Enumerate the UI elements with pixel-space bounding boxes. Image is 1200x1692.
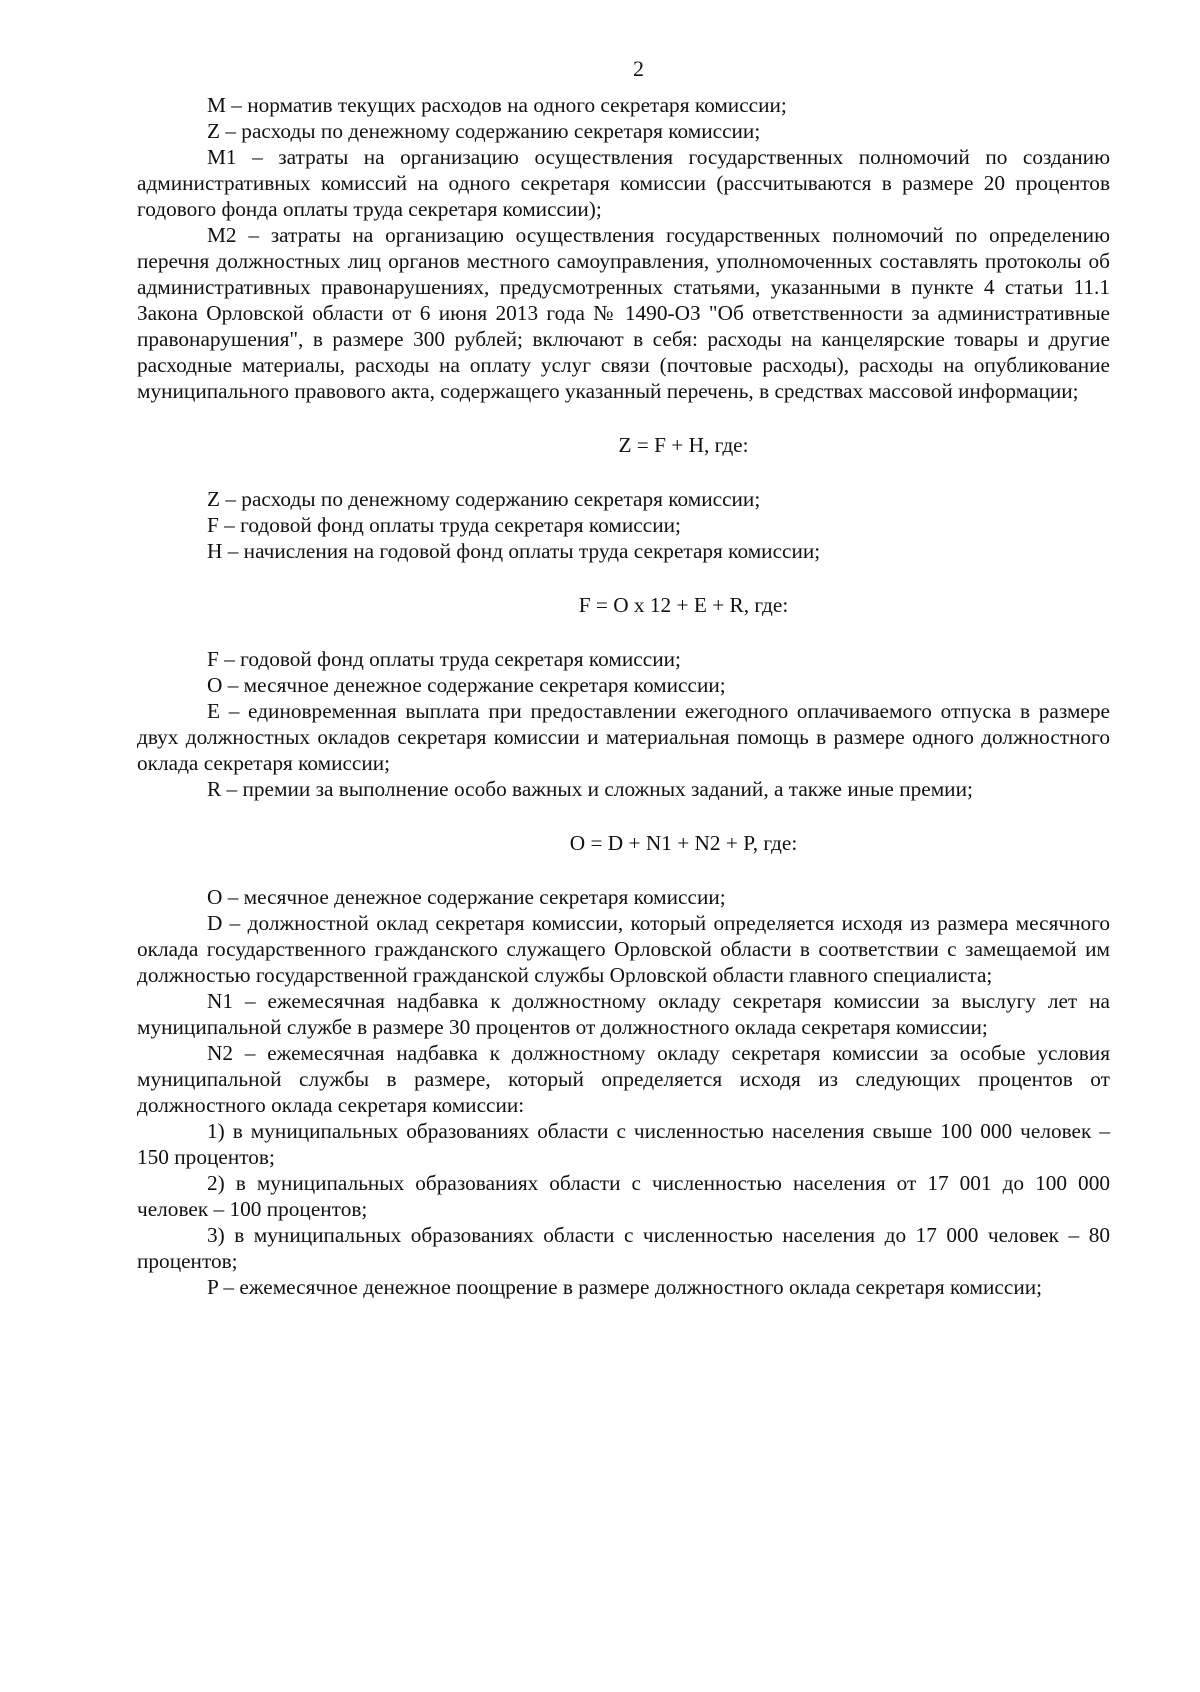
definition-m: M – норматив текущих расходов на одного секретаря комиссии; [207,93,787,117]
definition-m2: M2 – затраты на организацию осуществления государственных полномочий по определению перечня должностных лиц органов местного самоуправления, уполномоченных составлять протоколы об административных правонарушениях, предусмотренных статьями, указанными в пункте 4 статьи 11.1 Закона Орловской области от 6 июня 2013 года № 1490-ОЗ "Об ответственности за административные правонарушения", в размере 300 рублей; включают в себя: расходы на канцелярские товары и другие расходные материалы, расходы на оплату услуг связи (почтовые расходы), расходы на опубликование муниципального правового акта, содержащего указанный перечень, в средствах массовой информации; [137,223,1110,403]
definition-f: F – годовой фонд оплаты труда секретаря комиссии; [207,513,681,537]
definition-r: R – премии за выполнение особо важных и сложных заданий, а также иные премии; [207,777,973,801]
definition-f: F – годовой фонд оплаты труда секретаря комиссии; [207,647,681,671]
formula-f: F = O x 12 + E + R, где: [578,593,789,617]
formula-z: Z = F + H, где: [618,433,749,457]
definition-d: D – должностной оклад секретаря комиссии, который определяется исходя из размера месячного оклада государственного гражданского служащего Орловской области в соответствии с замещаемой им должностью государственной гражданской службы Орловской области главного специалиста; [137,911,1110,987]
definition-m1: M1 – затраты на организацию осуществления государственных полномочий по созданию административных комиссий на одного секретаря комиссии (рассчитываются в размере 20 процентов годового фонда оплаты труда секретаря комиссии); [137,145,1110,221]
definition-o: O – месячное денежное содержание секретаря комиссии; [207,673,726,697]
definition-h: H – начисления на годовой фонд оплаты труда секретаря комиссии; [207,539,821,563]
page-number: 2 [633,56,644,81]
definition-p: P – ежемесячное денежное поощрение в размере должностного оклада секретаря комиссии; [207,1275,1043,1299]
definitions-block-4 [137,884,1110,1300]
list-item-2: 2) в муниципальных образованиях области с численностью населения от 17 001 до 100 000 человек – 100 процентов; [137,1171,1110,1221]
definition-o: O – месячное денежное содержание секретаря комиссии; [207,885,726,909]
definition-n1: N1 – ежемесячная надбавка к должностному окладу секретаря комиссии за выслугу лет на муниципальной службе в размере 30 процентов от должностного оклада секретаря комиссии; [137,989,1110,1039]
formula-o: O = D + N1 + N2 + P, где: [569,831,798,855]
definitions-block-2 [137,486,1110,564]
list-item-1: 1) в муниципальных образованиях области с численностью населения свыше 100 000 человек – 150 процентов; [137,1119,1110,1169]
list-item-3: 3) в муниципальных образованиях области с численностью населения до 17 000 человек – 80 процентов; [137,1223,1110,1273]
definition-z: Z – расходы по денежному содержанию секретаря комиссии; [207,119,761,143]
definition-z: Z – расходы по денежному содержанию секретаря комиссии; [207,487,761,511]
definition-e: E – единовременная выплата при предоставлении ежегодного оплачиваемого отпуска в размере двух должностных окладов секретаря комиссии и материальная помощь в размере одного должностного оклада секретаря комиссии; [137,699,1110,775]
definition-n2: N2 – ежемесячная надбавка к должностному окладу секретаря комиссии за особые условия муниципальной службы в размере, который определяется исходя из следующих процентов от должностного оклада секретаря комиссии: [137,1041,1110,1117]
definitions-block-3 [137,646,1110,802]
definitions-block-1 [137,92,1110,404]
